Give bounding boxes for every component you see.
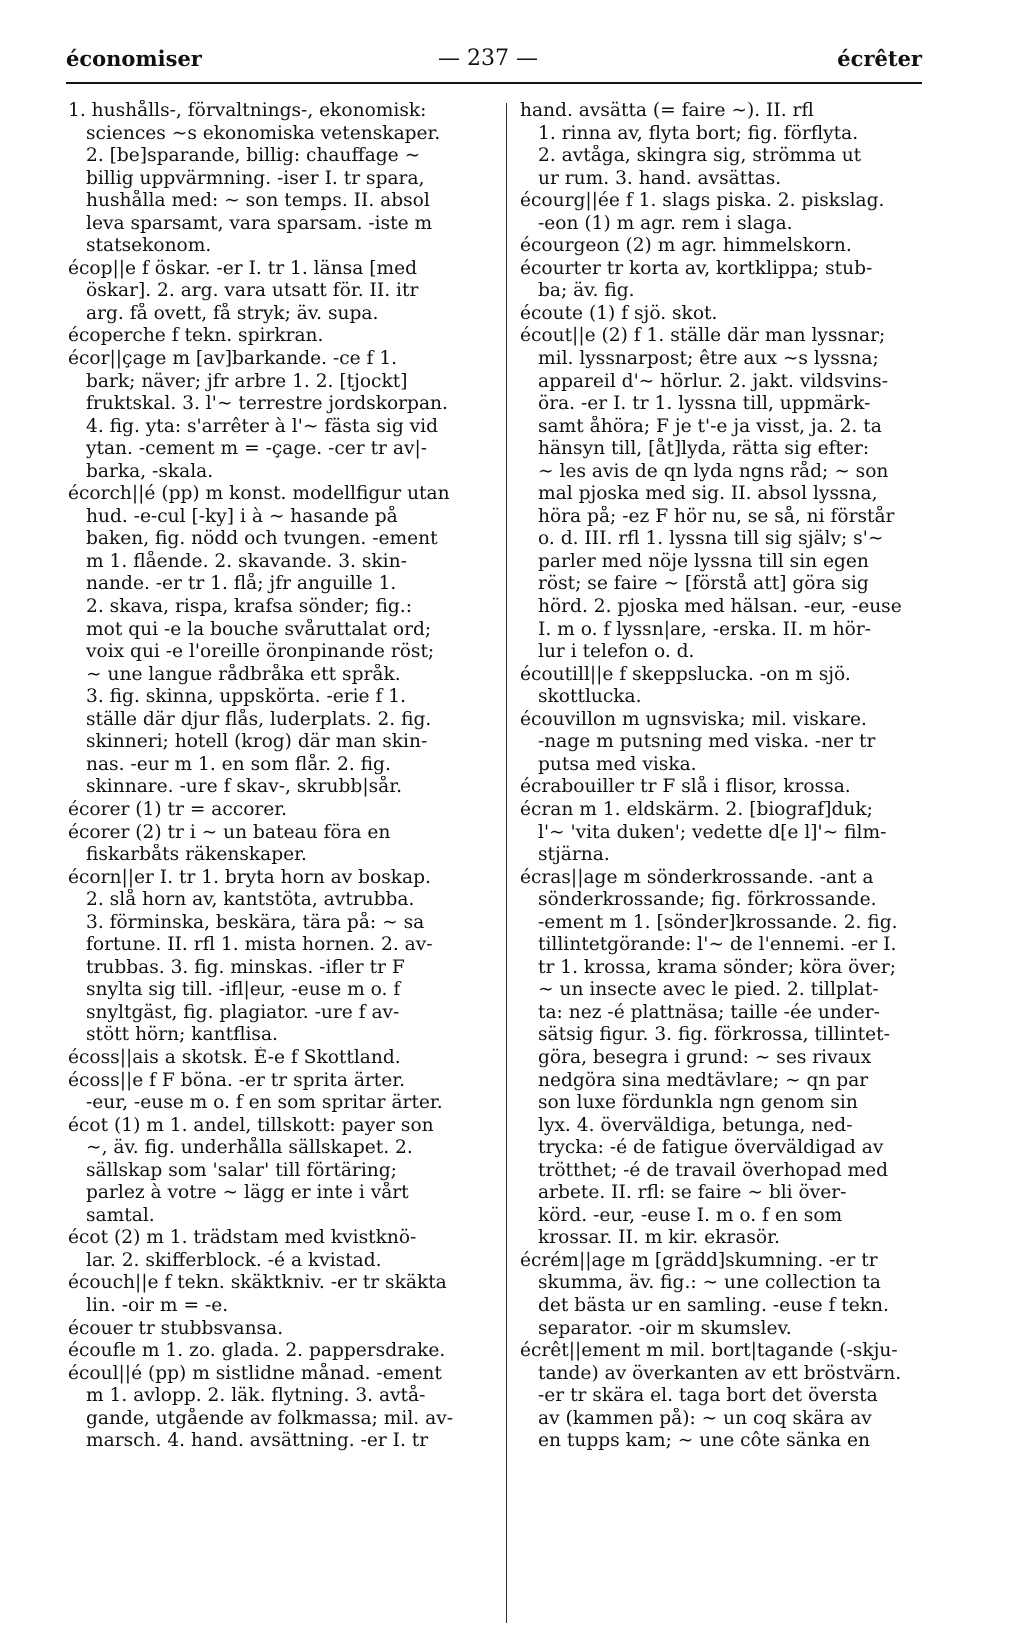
entry-line: trubbas. 3. fig. minskas. -ifler tr F bbox=[86, 956, 405, 978]
entry-line: écoss||e f F böna. -er tr sprita ärter. bbox=[68, 1069, 406, 1091]
entry-line: écouer tr stubbsvansa. bbox=[68, 1317, 284, 1339]
entry-line: voix qui -e l'oreille öronpinande röst; bbox=[86, 641, 435, 663]
entry-line: écourter tr korta av, kortklippa; stub- bbox=[520, 257, 873, 279]
entry-line: ∼ une langue rådbråka ett språk. bbox=[86, 663, 401, 685]
entry-line: l'∼ 'vita duken'; vedette d[e l]'∼ film- bbox=[538, 821, 887, 843]
entry-line: körd. -eur, -euse I. m o. f en som bbox=[538, 1204, 843, 1226]
right-column bbox=[520, 100, 922, 1453]
entry-line: marsch. 4. hand. avsättning. -er I. tr bbox=[86, 1430, 429, 1452]
entry-line: 3. förminska, beskära, tära på: ∼ sa bbox=[86, 911, 425, 933]
entry-line: sällskap som 'salar' till förtäring; bbox=[86, 1159, 397, 1181]
dictionary-entry bbox=[68, 1115, 483, 1228]
entry-line: skinnare. -ure f skav-, skrubb|sår. bbox=[86, 776, 402, 798]
entry-line: sciences ∼s ekonomiska vetenskaper. bbox=[86, 122, 441, 144]
entry-line: écras||age m sönderkrossande. -ant a bbox=[520, 866, 874, 888]
entry-line: arg. få ovett, få stryk; äv. supa. bbox=[86, 302, 379, 324]
entry-line: snylta sig till. -ifl|eur, -euse m o. f bbox=[86, 979, 401, 1001]
column-divider bbox=[506, 103, 507, 1623]
entry-line: écot (2) m 1. trädstam med kvistknö- bbox=[68, 1227, 417, 1249]
dictionary-entry bbox=[68, 822, 483, 867]
entry-line: écorer (1) tr = accorer. bbox=[68, 798, 288, 820]
left-column bbox=[68, 100, 483, 1453]
entry-line: hand. avsätta (= faire ∼). II. rfl bbox=[520, 100, 814, 121]
entry-line: hänsyn till, [åt]lyda, rätta sig efter: bbox=[538, 438, 870, 460]
page-number: — 237 — bbox=[438, 46, 538, 71]
entry-line: billig uppvärmning. -iser I. tr spara, bbox=[86, 167, 425, 189]
entry-line: ur rum. 3. hand. avsättas. bbox=[538, 167, 782, 189]
entry-line: statsekonom. bbox=[86, 235, 212, 257]
entry-line: écran m 1. eldskärm. 2. [biograf]duk; bbox=[520, 798, 873, 820]
entry-line: écorch||é (pp) m konst. modellfigur utan bbox=[68, 483, 450, 505]
dictionary-entry bbox=[68, 325, 483, 348]
entry-line: skottlucka. bbox=[538, 686, 642, 708]
entry-line: 3. fig. skinna, uppskörta. -erie f 1. bbox=[86, 686, 407, 708]
entry-line: hörd. 2. pjoska med hälsan. -eur, -euse bbox=[538, 596, 902, 618]
dictionary-entry bbox=[520, 325, 922, 663]
entry-line: öra. -er I. tr 1. lyssna till, uppmärk- bbox=[538, 393, 871, 415]
entry-line: écor||çage m [av]barkande. -ce f 1. bbox=[68, 348, 398, 370]
entry-line: écoperche f tekn. spirkran. bbox=[68, 325, 324, 347]
entry-line: separator. -oir m skumslev. bbox=[538, 1317, 792, 1339]
entry-line: lyx. 4. överväldiga, betunga, ned- bbox=[538, 1114, 853, 1136]
dictionary-entry bbox=[68, 348, 483, 483]
entry-line: écouvillon m ugnsviska; mil. viskare. bbox=[520, 708, 867, 730]
dictionary-entry bbox=[68, 1272, 483, 1317]
dictionary-entry bbox=[68, 483, 483, 799]
entry-line: putsa med viska. bbox=[538, 753, 697, 775]
dictionary-entry bbox=[68, 1227, 483, 1272]
entry-line: leva sparsamt, vara sparsam. -iste m bbox=[86, 212, 433, 234]
entry-line: tr 1. krossa, krama sönder; köra över; bbox=[538, 956, 897, 978]
entry-line: 1. rinna av, flyta bort; fig. förflyta. bbox=[538, 122, 859, 144]
entry-line: sätsig figur. 3. fig. förkrossa, tillintet- bbox=[538, 1024, 890, 1046]
dictionary-entry bbox=[520, 1250, 922, 1340]
dictionary-entry bbox=[520, 1340, 922, 1453]
entry-line: -ement m 1. [sönder]krossande. 2. fig. bbox=[538, 911, 898, 933]
entry-line: I. m o. f lyssn|are, -erska. II. m hör- bbox=[538, 618, 872, 640]
entry-line: ställe där djur flås, luderplats. 2. fig. bbox=[86, 708, 432, 730]
entry-line: baken, fig. nödd och tvungen. -ement bbox=[86, 528, 438, 550]
entry-line: fiskarbåts räkenskaper. bbox=[86, 844, 307, 866]
entry-line: röst; se faire ∼ [förstå att] göra sig bbox=[538, 573, 869, 595]
entry-line: écout||e (2) f 1. ställe där man lyssnar; bbox=[520, 325, 886, 347]
entry-line: écouch||e f tekn. skäktkniv. -er tr skäkta bbox=[68, 1272, 447, 1294]
entry-line: écourg||ée f 1. slags piska. 2. piskslag. bbox=[520, 190, 885, 212]
entry-line: ta: nez -é plattnäsa; taille -ée under- bbox=[538, 1001, 880, 1023]
dictionary-entry bbox=[68, 1363, 483, 1453]
entry-line: écorn||er I. tr 1. bryta horn av boskap. bbox=[68, 866, 431, 888]
dictionary-entry bbox=[68, 1340, 483, 1363]
dictionary-entry bbox=[520, 799, 922, 867]
entry-line: ∼, äv. fig. underhålla sällskapet. 2. bbox=[86, 1137, 413, 1159]
entry-line: nas. -eur m 1. en som flår. 2. fig. bbox=[86, 753, 391, 775]
entry-line: mot qui -e la bouche svåruttalat ord; bbox=[86, 618, 432, 640]
dictionary-entry bbox=[68, 258, 483, 326]
dictionary-entry bbox=[68, 799, 483, 822]
entry-line: mal pjoska med sig. II. absol lyssna, bbox=[538, 483, 878, 505]
entry-line: ∼ les avis de qn lyda ngns råd; ∼ son bbox=[538, 460, 889, 482]
entry-line: skumma, äv. fig.: ∼ une collection ta bbox=[538, 1272, 881, 1294]
entry-line: krossar. II. m kir. ekrasör. bbox=[538, 1227, 780, 1249]
entry-line: 1. hushålls-, förvaltnings-, ekonomisk: bbox=[68, 100, 427, 121]
entry-line: -eur, -euse m o. f en som spritar ärter. bbox=[86, 1092, 443, 1114]
entry-line: mil. lyssnarpost; être aux ∼s lyssna; bbox=[538, 348, 879, 370]
dictionary-entry bbox=[520, 303, 922, 326]
entry-line: écop||e f öskar. -er I. tr 1. länsa [med bbox=[68, 257, 418, 279]
entry-line: écoss||ais a skotsk. É-e f Skottland. bbox=[68, 1046, 401, 1068]
entry-line: ba; äv. fig. bbox=[538, 280, 635, 302]
entry-line: écoutill||e f skeppslucka. -on m sjö. bbox=[520, 663, 851, 685]
entry-line: 2. [be]sparande, billig: chauffage ∼ bbox=[86, 145, 421, 167]
entry-line: snyltgäst, fig. plagiator. -ure f av- bbox=[86, 1001, 400, 1023]
entry-line: stjärna. bbox=[538, 844, 610, 866]
header-rule bbox=[66, 82, 922, 84]
dictionary-entry bbox=[520, 190, 922, 235]
dictionary-entry bbox=[520, 664, 922, 709]
entry-line: écot (1) m 1. andel, tillskott: payer son bbox=[68, 1114, 434, 1136]
entry-line: 2. slå horn av, kantstöta, avtrubba. bbox=[86, 889, 415, 911]
entry-line: lur i telefon o. d. bbox=[538, 641, 695, 663]
entry-line: skinneri; hotell (krog) där man skin- bbox=[86, 731, 428, 753]
entry-line: 2. avtåga, skingra sig, strömma ut bbox=[538, 145, 862, 167]
entry-line: hud. -e-cul [-ky] i à ∼ hasande på bbox=[86, 505, 398, 527]
entry-line: 4. fig. yta: s'arrêter à l'∼ fästa sig vid bbox=[86, 415, 438, 437]
entry-line: ytan. -cement m = -çage. -cer tr av|- bbox=[86, 438, 427, 460]
entry-line: fruktskal. 3. l'∼ terrestre jordskorpan. bbox=[86, 393, 448, 415]
dictionary-entry bbox=[68, 867, 483, 1047]
dictionary-entry bbox=[68, 100, 483, 258]
entry-line: barka, -skala. bbox=[86, 460, 214, 482]
dictionary-entry bbox=[520, 709, 922, 777]
entry-line: écrabouiller tr F slå i flisor, krossa. bbox=[520, 776, 851, 798]
entry-line: lar. 2. skifferblock. -é a kvistad. bbox=[86, 1249, 382, 1271]
entry-line: o. d. III. rfl 1. lyssna till sig själv; s'∼ bbox=[538, 528, 884, 550]
entry-line: écourgeon (2) m agr. himmelskorn. bbox=[520, 235, 852, 257]
entry-line: av (kammen på): ∼ un coq skära av bbox=[538, 1407, 872, 1429]
entry-line: gande, utgående av folkmassa; mil. av- bbox=[86, 1407, 453, 1429]
entry-line: fortune. II. rfl 1. mista hornen. 2. av- bbox=[86, 934, 433, 956]
entry-line: écoute (1) f sjö. skot. bbox=[520, 302, 718, 324]
entry-line: -eon (1) m agr. rem i slaga. bbox=[538, 212, 793, 234]
entry-line: écrém||age m [grädd]skumning. -er tr bbox=[520, 1249, 878, 1271]
entry-line: sönderkrossande; fig. förkrossande. bbox=[538, 889, 877, 911]
entry-line: ∼ un insecte avec le pied. 2. tillplat- bbox=[538, 979, 879, 1001]
entry-line: tande) av överkanten av ett bröstvärn. bbox=[538, 1362, 902, 1384]
entry-line: parler med nöje lyssna till sin egen bbox=[538, 550, 869, 572]
entry-line: samt åhöra; F je t'-e ja visst, ja. 2. ta bbox=[538, 415, 882, 437]
entry-line: m 1. avlopp. 2. läk. flytning. 3. avtå- bbox=[86, 1385, 426, 1407]
entry-line: son luxe fördunkla ngn genom sin bbox=[538, 1092, 858, 1114]
header-left-guide-word: économiser bbox=[66, 46, 202, 71]
entry-line: écoul||é (pp) m sistlidne månad. -ement bbox=[68, 1362, 442, 1384]
entry-line: hushålla med: ∼ son temps. II. absol bbox=[86, 190, 430, 212]
dictionary-entry bbox=[68, 1047, 483, 1070]
entry-line: -nage m putsning med viska. -ner tr bbox=[538, 731, 876, 753]
dictionary-entry bbox=[68, 1318, 483, 1341]
entry-line: arbete. II. rfl: se faire ∼ bli över- bbox=[538, 1182, 847, 1204]
dictionary-entry bbox=[520, 776, 922, 799]
entry-line: trötthet; -é de travail överhopad med bbox=[538, 1159, 889, 1181]
entry-line: nande. -er tr 1. flå; jfr anguille 1. bbox=[86, 573, 397, 595]
entry-line: lin. -oir m = -e. bbox=[86, 1294, 229, 1316]
entry-line: bark; näver; jfr arbre 1. 2. [tjockt] bbox=[86, 370, 408, 392]
entry-line: öskar]. 2. arg. vara utsatt för. II. itr bbox=[86, 280, 419, 302]
entry-line: göra, besegra i grund: ∼ ses rivaux bbox=[538, 1046, 872, 1068]
header-right-guide-word: écrêter bbox=[837, 46, 922, 71]
entry-line: trycka: -é de fatigue överväldigad av bbox=[538, 1137, 884, 1159]
entry-line: höra på; -ez F hör nu, se så, ni förstår bbox=[538, 505, 895, 527]
entry-line: en tupps kam; ∼ une côte sänka en bbox=[538, 1430, 870, 1452]
entry-line: stött hörn; kantflisa. bbox=[86, 1024, 278, 1046]
entry-line: det bästa ur en samling. -euse f tekn. bbox=[538, 1294, 889, 1316]
entry-line: -er tr skära el. taga bort det översta bbox=[538, 1385, 878, 1407]
entry-line: écoufle m 1. zo. glada. 2. pappersdrake. bbox=[68, 1340, 446, 1362]
entry-line: nedgöra sina medtävlare; ∼ qn par bbox=[538, 1069, 869, 1091]
entry-line: appareil d'∼ hörlur. 2. jakt. vildsvins- bbox=[538, 370, 888, 392]
dictionary-entry bbox=[520, 235, 922, 258]
dictionary-entry bbox=[520, 258, 922, 303]
entry-line: écrêt||ement m mil. bort|tagande (-skju- bbox=[520, 1340, 898, 1362]
dictionary-entry bbox=[520, 867, 922, 1250]
dictionary-entry bbox=[520, 100, 922, 190]
entry-line: tillintetgörande: l'∼ de l'ennemi. -er I. bbox=[538, 934, 897, 956]
entry-line: écorer (2) tr i ∼ un bateau föra en bbox=[68, 821, 391, 843]
entry-line: samtal. bbox=[86, 1204, 155, 1226]
dictionary-entry bbox=[68, 1070, 483, 1115]
entry-line: m 1. flående. 2. skavande. 3. skin- bbox=[86, 550, 407, 572]
entry-line: parlez à votre ∼ lägg er inte i vårt bbox=[86, 1182, 409, 1204]
entry-line: 2. skava, rispa, krafsa sönder; fig.: bbox=[86, 596, 412, 618]
